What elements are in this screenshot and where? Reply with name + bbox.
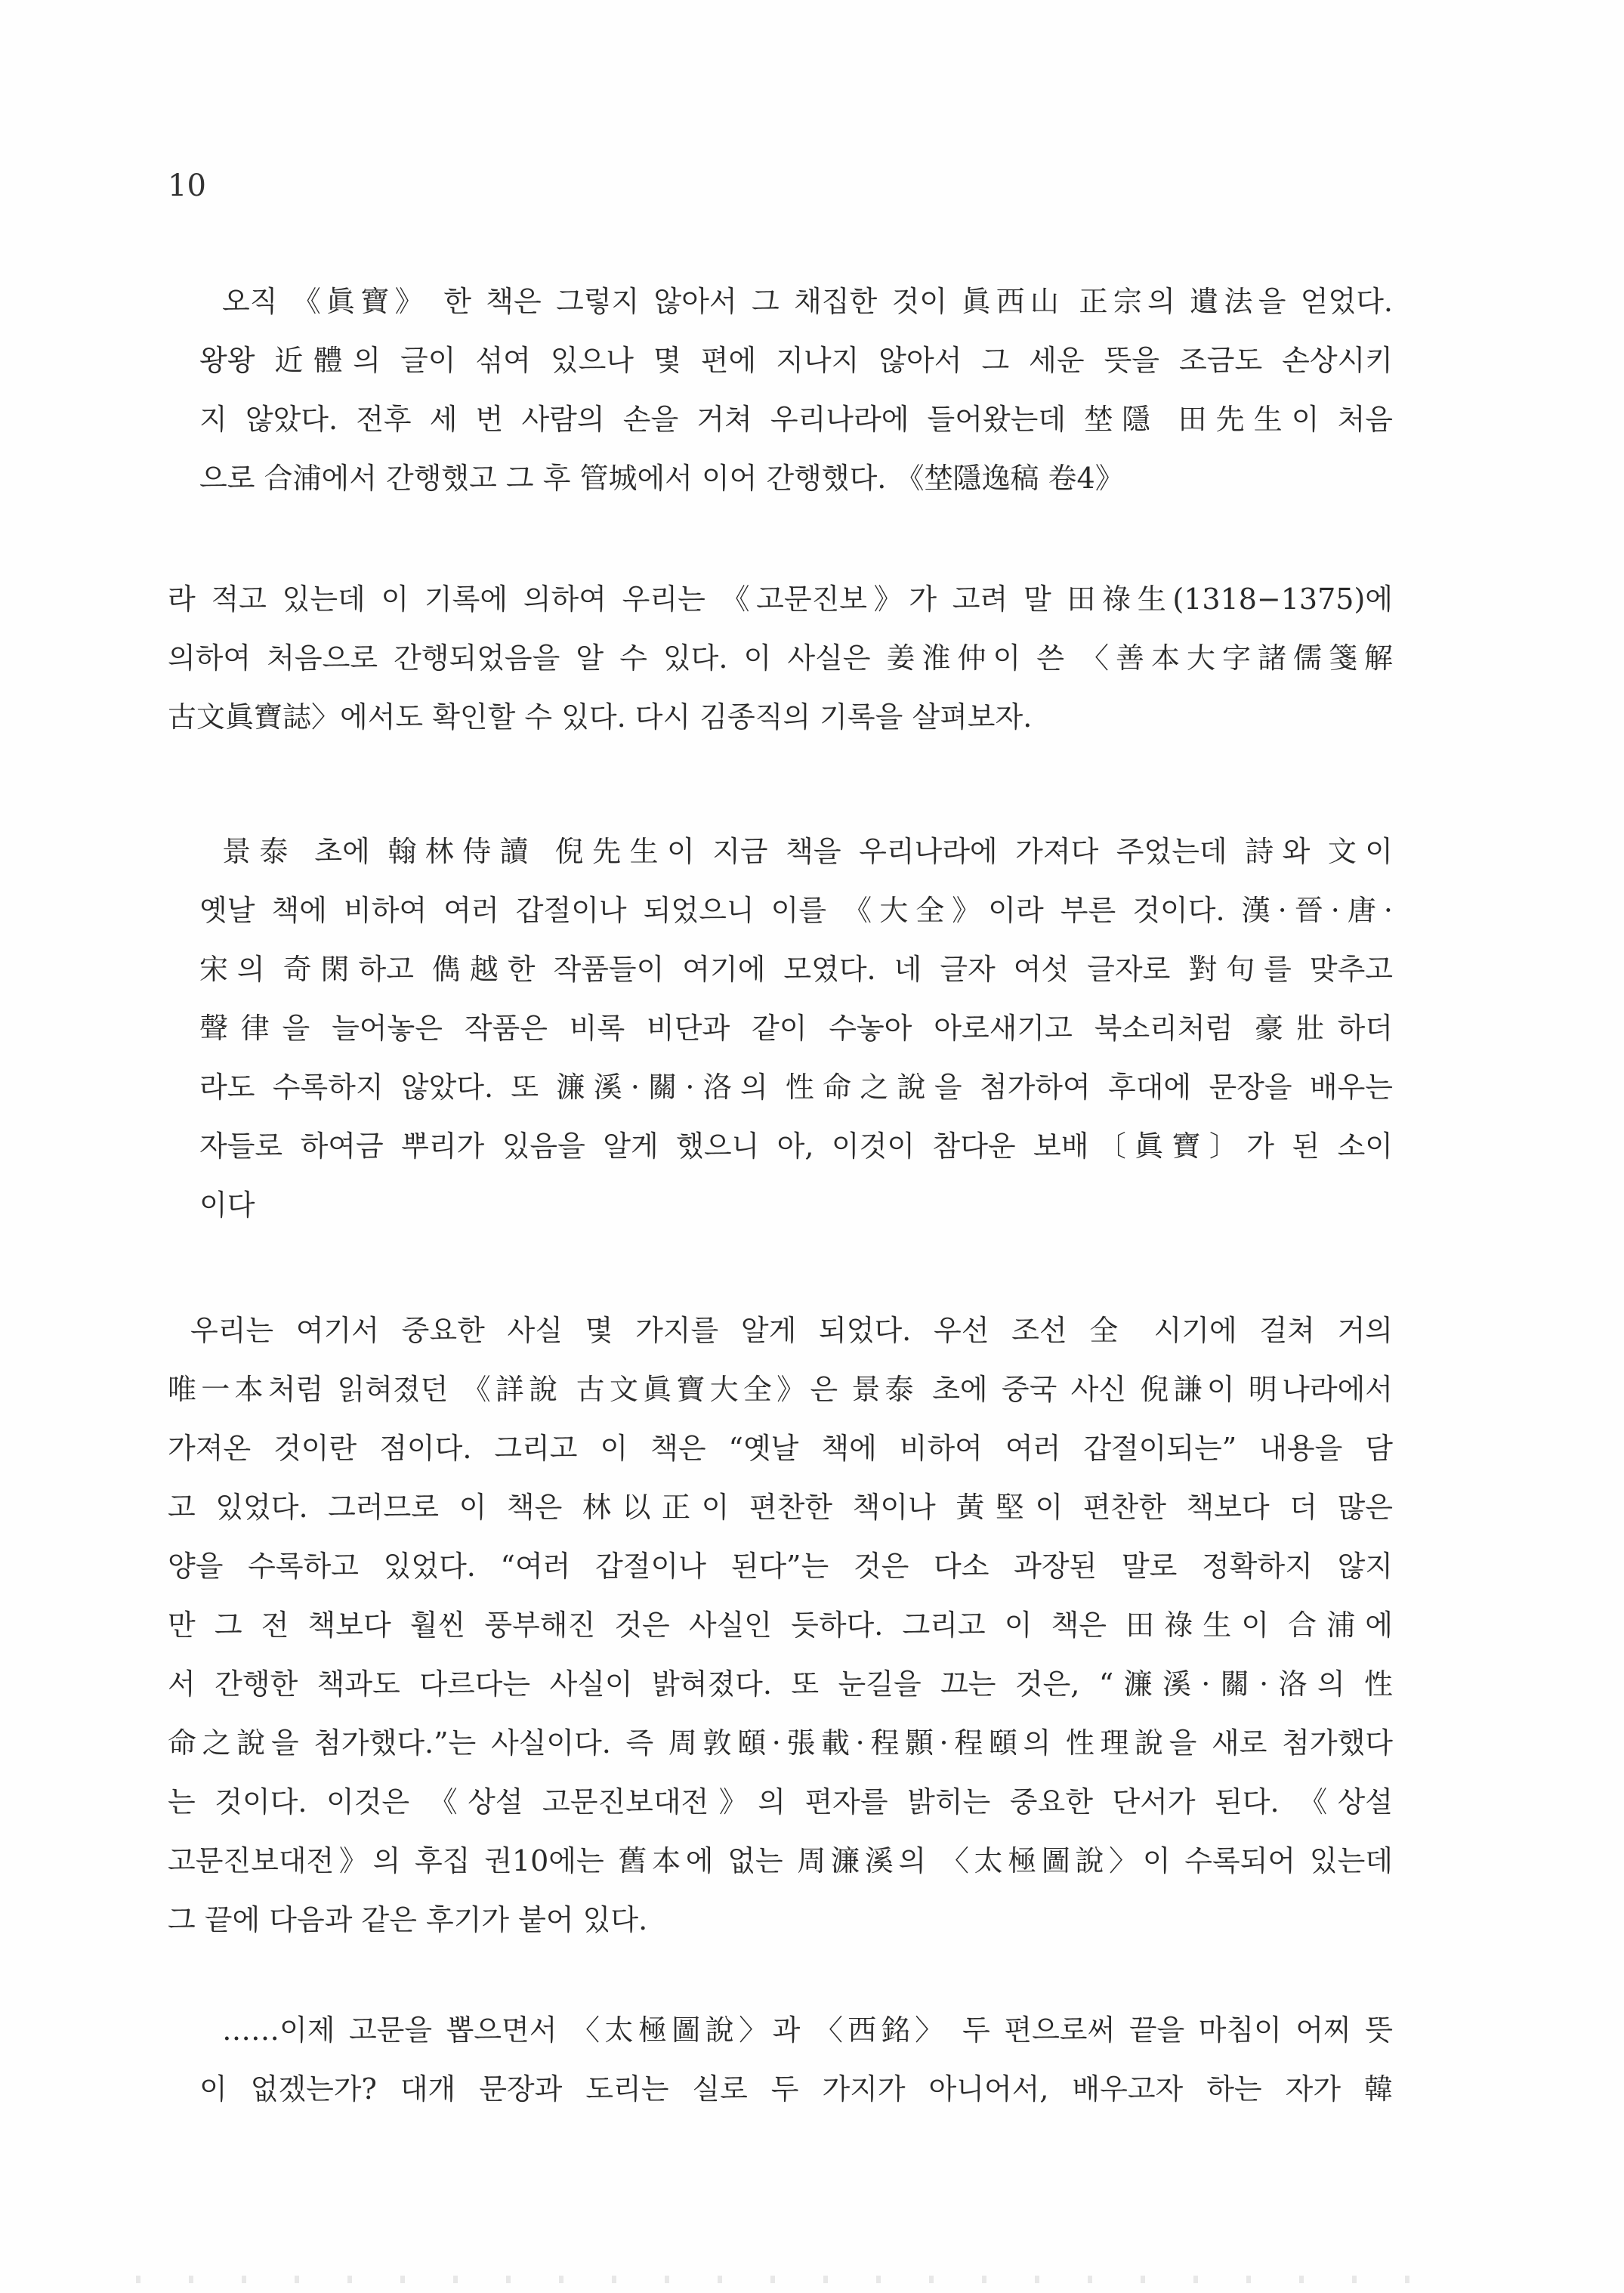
paragraph-line: 唯一本처럼 읽혀졌던 《詳說 古文眞寶大全》은 景泰 초에 중국 사신 倪謙이 明나라에서	[168, 1373, 1393, 1406]
paragraph-line: 만 그 전 책보다 훨씬 풍부해진 것은 사실인 듯하다. 그리고 이 책은 田祿生이 合浦에	[168, 1608, 1393, 1642]
paragraph-line: 는 것이다. 이것은 《상설 고문진보대전》의 편자를 밝히는 중요한 단서가 된다. 《상설	[168, 1785, 1393, 1819]
paragraph-1	[168, 579, 1393, 756]
paragraph-line: 고 있었다. 그러므로 이 책은 林以正이 편찬한 책이나 黃堅이 편찬한 책보다 더 많은	[168, 1491, 1393, 1524]
quote-line: 자들로 하여금 뿌리가 있음을 알게 했으니 아, 이것이 참다운 보배〔眞寶〕가 된 소이	[199, 1130, 1393, 1163]
quote-line: 지 않았다. 전후 세 번 사람의 손을 거쳐 우리나라에 들어왔는데 埜隱 田先生이 처음	[199, 403, 1393, 436]
paragraph-line: 가져온 것이란 점이다. 그리고 이 책은 “옛날 책에 비하여 여러 갑절이되는” 내용을 담	[168, 1432, 1393, 1465]
block-quote-3	[199, 2010, 1393, 2128]
quote-line: 景泰 초에 翰林侍讀 倪先生이 지금 책을 우리나라에 가져다 주었는데 詩와 文이	[222, 835, 1393, 868]
page-number: 10	[168, 168, 206, 203]
quote-line: 오직 《眞寶》 한 책은 그렇지 않아서 그 채집한 것이 眞西山 正宗의 遺法을 얻었다.	[222, 285, 1393, 318]
paragraph-line: 양을 수록하고 있었다. “여러 갑절이나 된다”는 것은 다소 과장된 말로 정확하지 않지	[168, 1550, 1393, 1583]
quote-line: 宋의 奇閑하고 儁越한 작품들이 여기에 모였다. 네 글자 여섯 글자로 對句를 맞추고	[199, 953, 1393, 986]
paragraph-line: 우리는 여기서 중요한 사실 몇 가지를 알게 되었다. 우선 조선 全 시기에 걸쳐 거의	[190, 1314, 1393, 1347]
quote-line: 왕왕 近體의 글이 섞여 있으나 몇 편에 지나지 않아서 그 세운 뜻을 조금도 손상시키	[199, 344, 1393, 377]
paragraph-line: 라 적고 있는데 이 기록에 의하여 우리는 《고문진보》가 고려 말 田祿生(1318−1375)에	[168, 583, 1393, 616]
quote-line: 옛날 책에 비하여 여러 갑절이나 되었으니 이를 《大全》이라 부른 것이다. 漢·晉·唐·	[199, 894, 1393, 927]
paragraph-line: 고문진보대전》의 후집 권10에는 舊本에 없는 周濂溪의 〈太極圖說〉이 수록되어 있는데	[168, 1844, 1393, 1877]
quote-line: 이 없겠는가? 대개 문장과 도리는 실로 두 가지가 아니어서, 배우고자 하는 자가 韓	[199, 2072, 1393, 2106]
block-quote-1	[199, 281, 1393, 517]
scan-artifact-strip	[136, 2276, 1420, 2283]
quote-line: 으로 合浦에서 간행했고 그 후 管城에서 이어 간행했다. 《埜隱逸稿 卷4》	[199, 462, 1124, 495]
quote-line: 라도 수록하지 않았다. 또 濂溪·關·洛의 性命之說을 첨가하여 후대에 문장을 배우는	[199, 1071, 1393, 1104]
block-quote-2	[199, 831, 1393, 1244]
paragraph-line: 그 끝에 다음과 같은 후기가 붙어 있다.	[168, 1903, 648, 1936]
paragraph-line: 命之說을 첨가했다.”는 사실이다. 즉 周敦頤·張載·程顥·程頤의 性理說을 새로 첨가했다	[168, 1726, 1393, 1760]
paragraph-line: 古文眞寶誌〉에서도 확인할 수 있다. 다시 김종직의 기록을 살펴보자.	[168, 700, 1033, 734]
quote-line: 이다	[199, 1188, 255, 1222]
paragraph-line: 의하여 처음으로 간행되었음을 알 수 있다. 이 사실은 姜淮仲이 쓴 〈善本大字諸儒箋解	[168, 641, 1393, 675]
quote-line: ……이제 고문을 뽑으면서 〈太極圖說〉과 〈西銘〉 두 편으로써 끝을 마침이 어찌 뜻	[222, 2013, 1393, 2047]
quote-line: 聲律을 늘어놓은 작품은 비록 비단과 같이 수놓아 아로새기고 북소리처럼 豪壯하더	[199, 1012, 1393, 1045]
paragraph-2	[168, 1310, 1393, 1958]
paragraph-line: 서 간행한 책과도 다르다는 사실이 밝혀졌다. 또 눈길을 끄는 것은, “濂溪·關·洛의 性	[168, 1667, 1393, 1701]
